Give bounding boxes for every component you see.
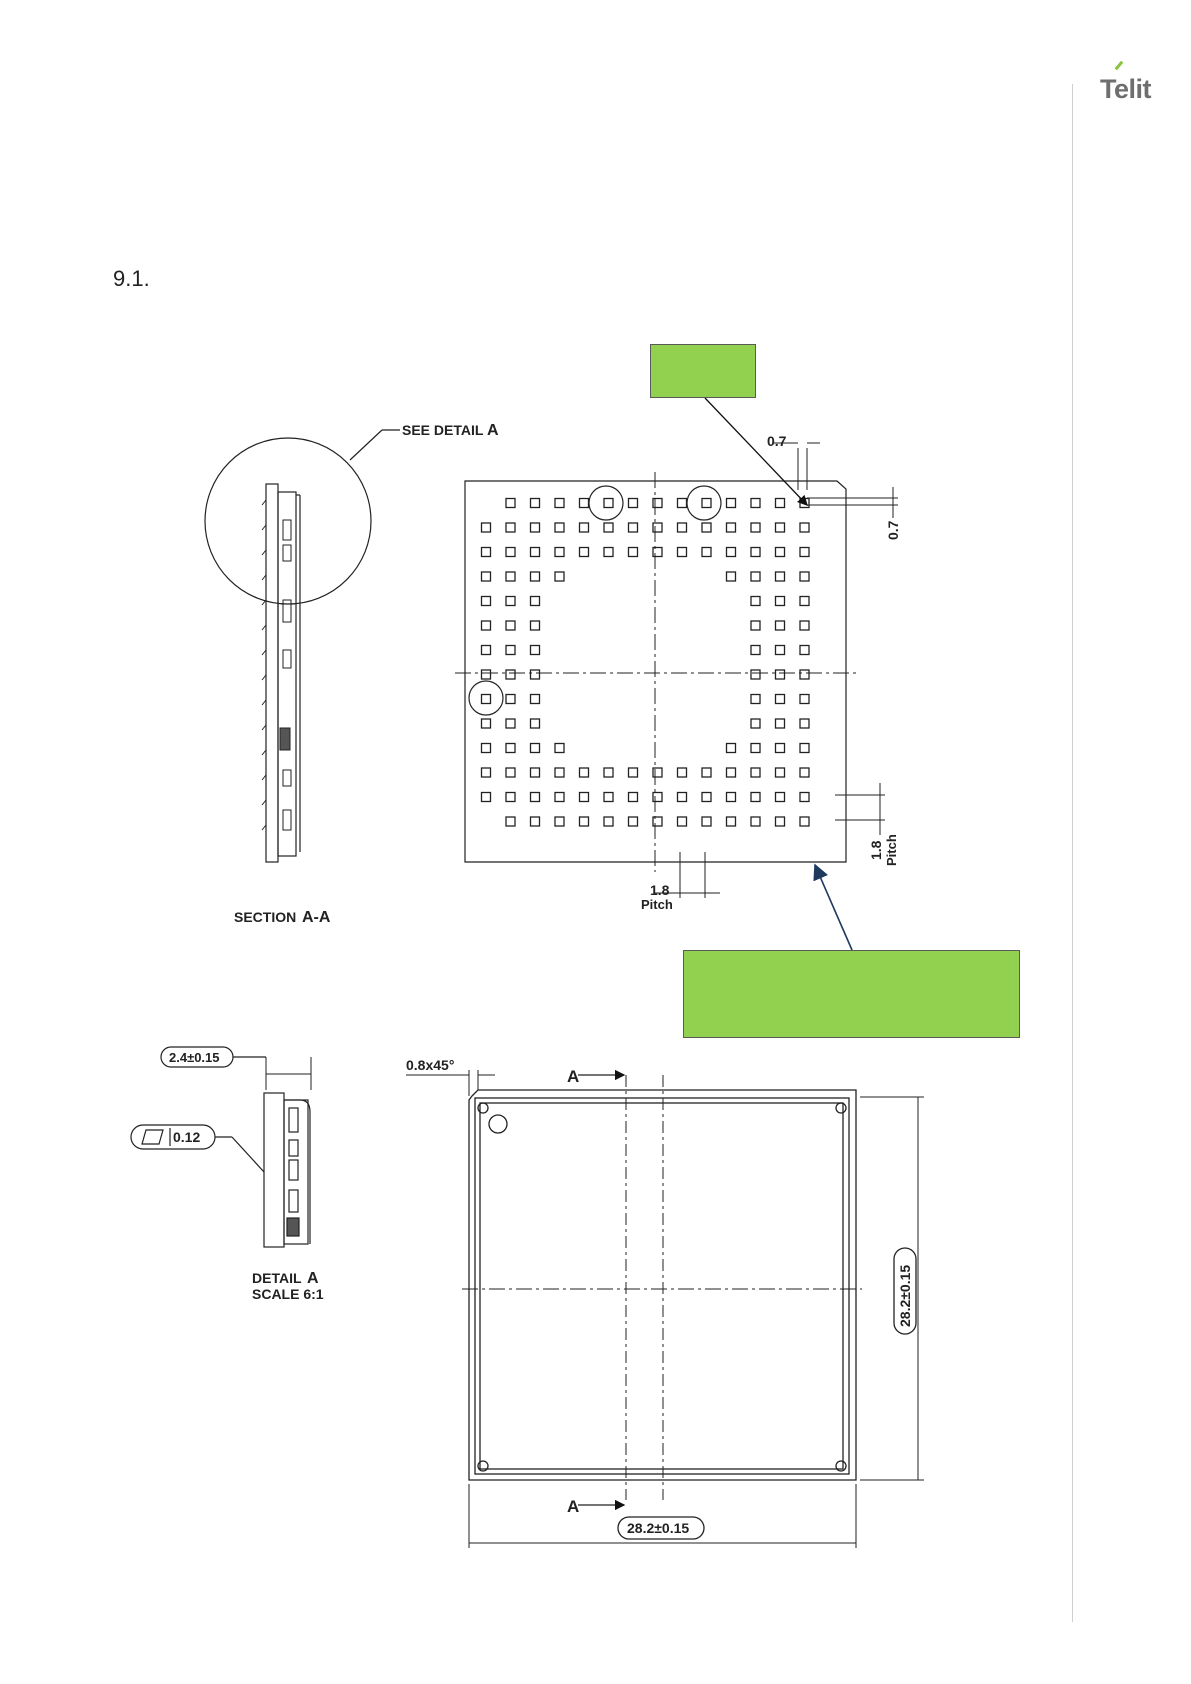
land-pad [776,621,785,630]
logo-text: Telit [1100,74,1151,104]
see-detail-label: SEE DETAIL [402,422,484,438]
section-number: 9.1. [113,266,150,291]
land-pad [751,621,760,630]
land-pad [751,499,760,508]
see-detail-letter: A [487,422,499,439]
land-pad [482,572,491,581]
land-pad [629,548,638,557]
land-pad [506,744,515,753]
land-pad [555,572,564,581]
land-pad [678,499,687,508]
land-pad [776,597,785,606]
land-pad [776,548,785,557]
land-pad [800,523,809,532]
land-pad [702,793,711,802]
land-pad [506,572,515,581]
width-dim: 28.2±0.15 [627,1520,690,1536]
detail-title-letter: A [307,1270,319,1287]
land-pad [531,768,540,777]
land-pad [506,719,515,728]
land-pad [800,621,809,630]
land-pad [555,793,564,802]
land-pad [629,817,638,826]
land-pad [727,548,736,557]
land-pad [751,695,760,704]
land-pad [751,793,760,802]
land-pad [800,572,809,581]
land-pad [580,523,589,532]
land-pad [751,817,760,826]
land-pad [531,499,540,508]
land-pad [678,768,687,777]
land-pad [727,499,736,508]
detail-scale: SCALE 6:1 [252,1286,324,1302]
land-pad [629,523,638,532]
land-pad [482,597,491,606]
callout-bottom-leader [815,865,852,950]
land-pad [580,499,589,508]
land-pad [678,523,687,532]
land-pad [653,793,662,802]
land-pad [776,646,785,655]
land-pad [751,646,760,655]
land-pad [531,719,540,728]
land-pad [751,768,760,777]
land-pad [555,817,564,826]
land-pad [506,695,515,704]
land-pad [776,768,785,777]
land-pad [506,646,515,655]
land-pad [531,597,540,606]
land-pad [531,621,540,630]
land-pad [776,523,785,532]
land-pad [506,523,515,532]
land-pad [531,646,540,655]
land-pad [482,646,491,655]
land-pad [482,695,491,704]
land-pad [702,768,711,777]
land-pad [482,548,491,557]
land-pad [506,621,515,630]
section-a-a-view [205,430,400,862]
land-pad [776,572,785,581]
land-pad [482,744,491,753]
land-pad [751,523,760,532]
height-dim: 28.2±0.15 [897,1264,913,1327]
land-pad [604,817,613,826]
land-pad [531,817,540,826]
land-pad [482,793,491,802]
land-pad [678,793,687,802]
land-pad [555,744,564,753]
top-view [406,1070,924,1548]
chamfer-dim: 0.8x45° [406,1057,455,1073]
land-pad [482,768,491,777]
land-pad [604,793,613,802]
land-pad [727,817,736,826]
land-pad [482,523,491,532]
land-pad [727,768,736,777]
land-pad [604,499,613,508]
land-pad [727,523,736,532]
corner-dim-v-label: 0.7 [885,520,901,540]
land-pad [580,793,589,802]
land-pad [776,744,785,753]
cut-a-top: A [567,1067,580,1086]
land-pad [482,719,491,728]
land-pad [629,793,638,802]
land-pad [506,548,515,557]
detail-a-view [131,1047,311,1247]
corner-dim-label: 0.7 [767,433,787,449]
land-pad [776,817,785,826]
land-pad [580,548,589,557]
land-pad [629,499,638,508]
land-pad [702,523,711,532]
land-pad [776,670,785,679]
land-pad [531,793,540,802]
land-pad [776,695,785,704]
land-pad [678,817,687,826]
land-pad [678,548,687,557]
land-pad [531,744,540,753]
land-pad [800,793,809,802]
cut-a-bottom: A [567,1497,580,1516]
pitch-value-v: 1.8 [868,840,884,860]
land-pad [800,768,809,777]
land-pad [751,548,760,557]
land-pad [702,548,711,557]
land-pad [751,572,760,581]
land-pad [702,817,711,826]
pitch-label: Pitch [641,897,673,912]
land-pad [653,817,662,826]
land-pad [800,670,809,679]
land-pad [580,768,589,777]
land-pad [702,499,711,508]
land-pad [727,793,736,802]
pitch-value: 1.8 [650,882,670,898]
section-letters: A-A [302,909,331,926]
land-pad [653,499,662,508]
land-pad [506,793,515,802]
land-pad [531,548,540,557]
land-pad [751,744,760,753]
land-pad [751,597,760,606]
land-pad [727,572,736,581]
land-pad [555,768,564,777]
land-pad [800,744,809,753]
section-label: SECTION [234,909,297,925]
land-pad [482,621,491,630]
land-pad [604,768,613,777]
land-pad [653,523,662,532]
land-pad [506,499,515,508]
land-pad [727,744,736,753]
land-pad [800,548,809,557]
land-pad [751,719,760,728]
land-pad [800,597,809,606]
detail-title: DETAIL [252,1270,302,1286]
land-pad [776,499,785,508]
land-pad [531,572,540,581]
pitch-label-v: Pitch [884,834,899,866]
land-pad [506,597,515,606]
land-pad [506,670,515,679]
land-pad [506,817,515,826]
land-pad [800,695,809,704]
land-pad [580,817,589,826]
thickness-dim: 2.4±0.15 [169,1050,220,1065]
land-pad [653,768,662,777]
land-pad [555,499,564,508]
land-pad [531,523,540,532]
land-pad [776,719,785,728]
land-pads [482,499,810,827]
land-pad [800,719,809,728]
land-pad [776,793,785,802]
land-pad [751,670,760,679]
land-pad [482,670,491,679]
land-pad [506,768,515,777]
land-pad [629,768,638,777]
land-pad [604,548,613,557]
land-pad [800,646,809,655]
land-pad [531,670,540,679]
land-pad [555,523,564,532]
callout-top-leader [705,398,807,505]
pad-view [455,443,898,898]
land-pad [531,695,540,704]
land-pad [653,548,662,557]
flatness-value: 0.12 [173,1129,201,1145]
land-pad [604,523,613,532]
land-pad [800,817,809,826]
land-pad [555,548,564,557]
